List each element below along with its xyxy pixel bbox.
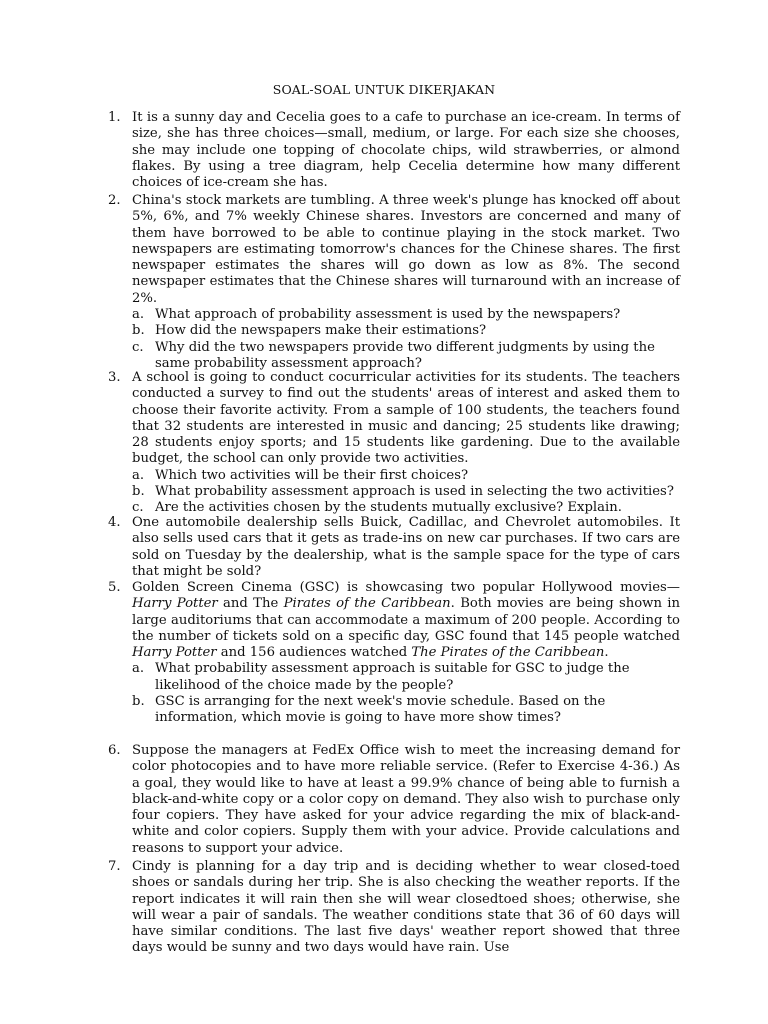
sub-question-label: b. <box>132 323 145 339</box>
sub-question-label: a. <box>132 467 145 483</box>
sub-question <box>108 484 680 500</box>
sub-question-label: b. <box>132 694 145 710</box>
question-text: One automobile dealership sells Buick, Cadillac, and Chevrolet automobiles. It also sells used cars that it gets as trade-ins on new car purchases. If two cars are sold on Tuesday by the dealership, what is the sample space for the type of cars that might be sold? <box>132 515 680 579</box>
movie-title: Harry Potter <box>132 596 218 612</box>
text-segment: Golden Screen Cinema (GSC) is showcasing two popular Hollywood movies— <box>132 580 680 595</box>
sub-question-label: c. <box>132 500 144 516</box>
question-text: A school is going to conduct cocurricular activities for its students. The teachers conducted a survey to find out the students' areas of interest and asked them to choose their favorite activity. From a sample of 100 students, the teachers found that 32 students are interested in music and dancing; 25 students like drawing; 28 students enjoy sports; and 15 students like gardening. Due to the available budget, the school can only provide two activities. <box>132 370 680 467</box>
question-2 <box>108 193 680 372</box>
question-text: China's stock markets are tumbling. A three week's plunge has knocked off about 5%, 6%, and 7% weekly Chinese shares. Investors are concerned and many of them have borrowed to be able to continue playing in the stock market. Two newspapers are estimating tomorrow's chances for the Chinese shares. The first newspaper estimates the shares will go down as low as 8%. The second newspaper estimates that the Chinese shares will turnaround with an increase of 2%. <box>132 193 680 306</box>
question-5 <box>108 580 680 727</box>
sub-question-label: b. <box>132 484 145 500</box>
movie-title: Pirates of the Caribbean <box>283 596 451 612</box>
sub-question-text: How did the newspapers make their estimations? <box>155 323 487 339</box>
question-number: 2. <box>108 193 121 208</box>
sub-question-label: c. <box>132 339 144 355</box>
sub-question-text: GSC is arranging for the next week's movie schedule. Based on the information, which movie is going to have more show times? <box>155 694 606 726</box>
question-number: 7. <box>108 859 121 874</box>
question-number: 1. <box>108 110 121 125</box>
sub-question <box>108 323 680 339</box>
question-6 <box>108 743 680 857</box>
sub-question-text: What probability assessment approach is suitable for GSC to judge the likelihood of the choice made by the people? <box>155 661 630 693</box>
movie-title: Harry Potter <box>132 645 217 661</box>
sub-question <box>108 661 680 694</box>
page-title: SOAL-SOAL UNTUK DIKERJAKAN <box>272 82 496 97</box>
sub-question-text: What probability assessment approach is used in selecting the two activities? <box>155 484 674 500</box>
text-segment: . Both movies are being shown in large auditoriums that can accommodate a maximum of 200 people. According to the number of tickets sold on a specific day, GSC found that 145 people watched <box>132 596 681 644</box>
sub-question <box>108 307 680 323</box>
question-4 <box>108 515 680 580</box>
question-number: 3. <box>108 370 121 385</box>
sub-question-label: a. <box>132 661 145 677</box>
question-number: 4. <box>108 515 121 530</box>
sub-question-list <box>108 307 680 372</box>
text-segment: and The <box>217 596 284 612</box>
sub-question-text: Are the activities chosen by the students mutually exclusive? Explain. <box>155 500 622 516</box>
question-text: Cindy is planning for a day trip and is deciding whether to wear closed-toed shoes or sandals during her trip. She is also checking the weather reports. If the report indicates it will rain then she will wear closedtoed shoes; otherwise, she will wear a pair of sandals. The weather conditions state that 36 of 60 days will have similar conditions. The last five days' weather report showed that three days would be sunny and two days would have rain. Use <box>132 859 680 956</box>
sub-question-list <box>108 468 680 517</box>
sub-question-list <box>108 661 680 726</box>
question-text <box>132 580 680 661</box>
question-number: 6. <box>108 743 121 758</box>
sub-question-label: a. <box>132 307 145 323</box>
question-7 <box>108 859 680 957</box>
question-1 <box>108 110 680 191</box>
sub-question-text: Which two activities will be their first choices? <box>155 467 469 483</box>
question-number: 5. <box>108 580 121 595</box>
question-3 <box>108 370 680 517</box>
movie-title: The Pirates of the Caribbean <box>411 645 605 661</box>
sub-question <box>108 694 680 727</box>
question-text: Suppose the managers at FedEx Office wish to meet the increasing demand for color photocopies and to have more reliable service. (Refer to Exercise 4-36.) As a goal, they would like to have at least a 99.9% chance of being able to furnish a black-and-white copy or a color copy on demand. They also wish to purchase only four copiers. They have asked for your advice regarding the mix of black-and-white and color copiers. Supply them with your advice. Provide calculations and reasons to support your advice. <box>132 743 680 856</box>
sub-question <box>108 468 680 484</box>
sub-question-text: What approach of probability assessment is used by the newspapers? <box>155 307 621 323</box>
text-segment: . <box>604 645 609 661</box>
sub-question <box>108 340 680 373</box>
question-text: It is a sunny day and Cecelia goes to a cafe to purchase an ice-cream. In terms of size, she has three choices—small, medium, or large. For each size she chooses, she may include one topping of chocolate chips, wild strawberries, or almond flakes. By using a tree diagram, help Cecelia determine how many different choices of ice-cream she has. <box>132 110 680 191</box>
sub-question-text: Why did the two newspapers provide two different judgments by using the same probability assessment approach? <box>155 339 655 371</box>
text-segment: and 156 audiences watched <box>216 645 412 661</box>
